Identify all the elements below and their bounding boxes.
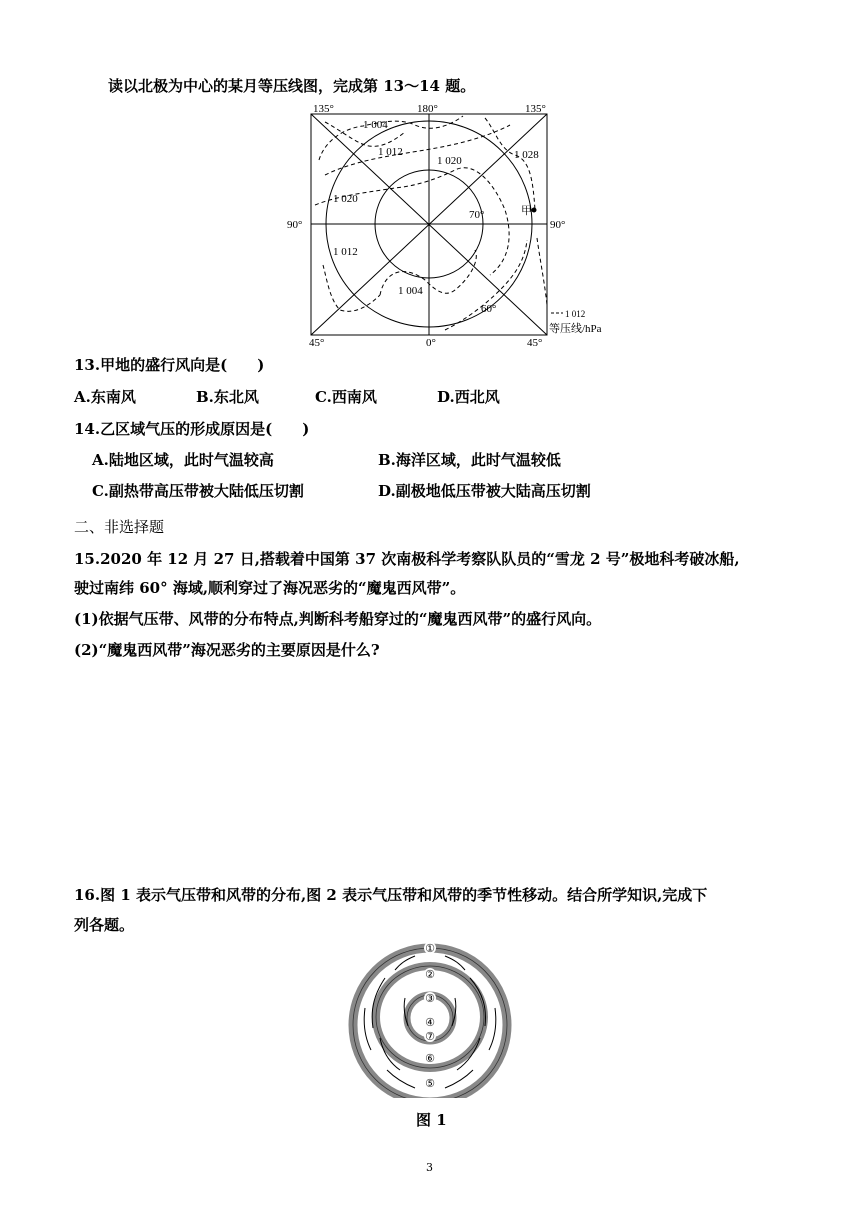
lon-label: 45°: [527, 337, 543, 349]
q15-line1: 15.2020 年 12 月 27 日,搭载着中国第 37 次南极科学考察队队员的“雪龙 2 号”极地科考破冰船,: [74, 550, 740, 568]
q14-option-a: A.陆地区域，此时气温较高: [92, 451, 274, 469]
q13-option-d: D.西北风: [437, 388, 500, 406]
belt-label-7: ⑦: [425, 1031, 435, 1043]
belt-label-5: ⑤: [425, 1078, 435, 1090]
lon-label: 90°: [550, 219, 566, 231]
q13-option-b: B.东北风: [196, 388, 259, 406]
pressure-wind-belts-figure: [345, 938, 515, 1098]
isobar-label: 1 012: [333, 246, 358, 258]
belt-label-4: ④: [425, 1017, 435, 1029]
lon-label: 45°: [309, 337, 325, 349]
figure-caption: 图 1: [416, 1111, 447, 1129]
isobar-map: [285, 100, 615, 350]
q14-option-d: D.副极地低压带被大陆高压切割: [378, 482, 591, 500]
belt-label-6: ⑥: [425, 1053, 435, 1065]
lat-label: 70°: [469, 209, 485, 221]
section-heading: 二、非选择题: [74, 518, 165, 536]
isobar-label: 1 020: [333, 193, 358, 205]
q13-stem: 13.甲地的盛行风向是( ): [74, 356, 265, 374]
legend-value: 1 012: [565, 309, 586, 319]
lon-label: 90°: [287, 219, 303, 231]
isobar-label: 1 020: [437, 155, 462, 167]
lon-label: 135°: [525, 103, 546, 115]
point-jia: [532, 208, 537, 213]
q13-option-c: C.西南风: [315, 388, 377, 406]
intro-text: 读以北极为中心的某月等压线图，完成第 13～14 题。: [108, 77, 476, 95]
point-jia-label: 甲: [521, 205, 532, 217]
belt-label-2: ②: [425, 969, 435, 981]
isobar-label: 1 004: [363, 119, 388, 131]
lon-label: 135°: [313, 103, 334, 115]
q16-line2: 列各题。: [74, 916, 135, 934]
map-legend: [549, 309, 602, 335]
q14-stem: 14.乙区域气压的形成原因是( ): [74, 420, 310, 438]
q16-line1: 16.图 1 表示气压带和风带的分布,图 2 表示气压带和风带的季节性移动。结合所学知识,完成下: [74, 886, 708, 904]
isobar-label: 1 028: [514, 149, 539, 161]
lon-label: 180°: [417, 103, 438, 115]
isobar-label: 1 004: [398, 285, 423, 297]
belt-label-1: ①: [425, 943, 435, 955]
q15-line2: 驶过南纬 60° 海域,顺利穿过了海况恶劣的“魔鬼西风带”。: [74, 579, 466, 597]
page-number: 3: [426, 1161, 433, 1174]
lon-label: 0°: [426, 337, 436, 349]
belt-label-3: ③: [425, 993, 435, 1005]
legend-label: 等压线/hPa: [549, 323, 602, 335]
q14-option-c: C.副热带高压带被大陆低压切割: [92, 482, 304, 500]
q15-sub2: (2)“魔鬼西风带”海况恶劣的主要原因是什么?: [74, 641, 380, 659]
isobar-label: 1 012: [378, 146, 403, 158]
q14-option-b: B.海洋区域，此时气温较低: [378, 451, 561, 469]
q15-sub1: (1)依据气压带、风带的分布特点,判断科考船穿过的“魔鬼西风带”的盛行风向。: [74, 610, 602, 628]
lat-label: 60°: [481, 303, 497, 315]
q13-option-a: A.东南风: [74, 388, 136, 406]
